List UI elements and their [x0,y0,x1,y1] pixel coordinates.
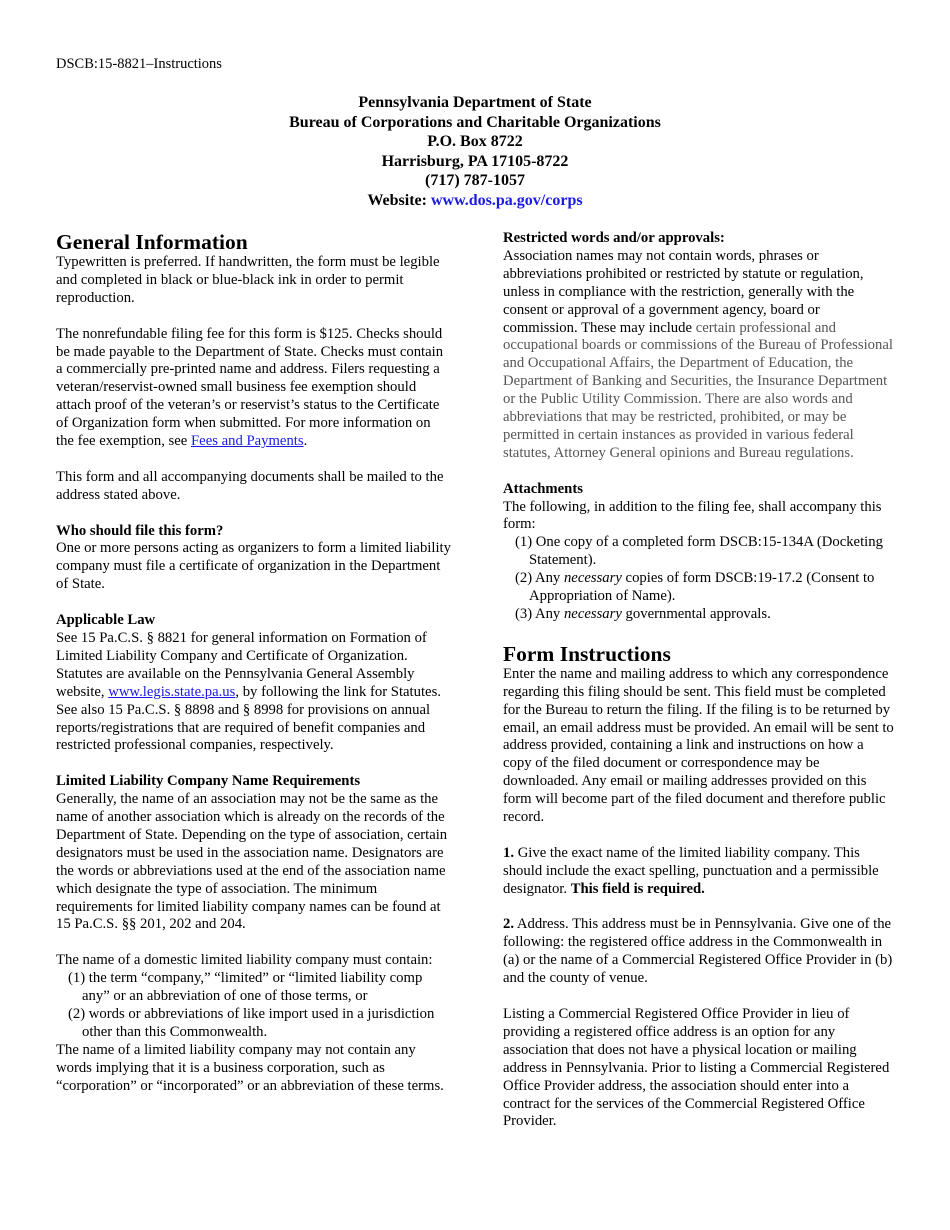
restricted-text-gray: certain professional and occupational boards or commissions of the Bureau of Professional and Occupational Affairs, the Department of Education, the Department of Banking and Securities, the Insurance Department or the Public Utility Commission. There are also words and abbreviations that may be restricted, prohibited, or may be permitted in certain instances as provided in various federal statutes, Attorney General opinions and Bureau regulations. [503,319,893,461]
general-paragraph-3: This form and all accompanying documents shall be mailed to the address stated above. [56,468,444,503]
instruction-2-number: 2. [503,916,515,933]
header-department: Pennsylvania Department of State [358,94,592,111]
general-information-heading: General Information [56,230,248,254]
form-id: DSCB:15-8821–Instructions [56,56,222,72]
attach3-pre: (3) Any [515,606,564,623]
instruction-1-number: 1. [503,844,515,861]
attachment-item-3 [503,606,895,624]
domestic-item-1: (1) the term “company,” “limited” or “limited liability comp any” or an abbreviation of one of those terms, or [68,970,423,1005]
instruction-1 [503,845,895,899]
header-bureau: Bureau of Corporations and Charitable Organizations [289,113,661,131]
instruction-1-text: Give the exact name of the limited liability company. This should include the exact spelling, punctuation and a permissible designator. [503,844,879,897]
header-po-box: P.O. Box 8722 [427,133,523,150]
applicable-law-text [56,630,451,755]
instruction-2 [503,916,895,988]
crop-paragraph: Listing a Commercial Registered Office Provider in lieu of providing a registered office address is an option for any association that does not have a physical location or mailing address in Pennsylvania. Prior to listing a Commercial Registered Office Provider address, the association should enter into a contract for the services of the Commercial Registered Office Provider. [503,1005,890,1130]
attach3-em: necessary [563,606,622,623]
legis-link[interactable]: www.legis.state.pa.us [108,683,236,700]
header-website [0,191,950,211]
instruction-1-required: This field is required. [570,880,705,897]
instruction-2-text: Address. This address must be in Pennsylvania. Give one of the following: the registered office address in the Commonwealth in (a) or the name of a Commercial Registered Office Provider in (b) and the county of venue. [503,916,893,987]
attachments-intro: The following, in addition to the filing fee, shall accompany this form: [503,498,882,533]
website-link[interactable]: www.dos.pa.gov/corps [430,191,583,209]
form-instructions-heading: Form Instructions [503,641,671,666]
domestic-intro: The name of a domestic limited liability company must contain: [56,952,433,969]
attachments-heading: Attachments [503,480,583,497]
domestic-end: The name of a limited liability company may not contain any words implying that it is a business corporation, such as “corporation” or “incorporated” or an abbreviation of these terms. [56,1041,444,1094]
fee-text-end: . [303,433,308,450]
general-paragraph-2 [56,326,451,451]
restricted-text-black: Association names may not contain words, phrases or abbreviations prohibited or restricted by statute or regulation, unless in compliance with the restriction, generally with the consent or approval of a government agency, board or commission. These may include [503,247,864,336]
law-text-2: , by following the link for Statutes. See also 15 Pa.C.S. § 8898 and § 8998 for provisions on annual reports/registrations that are required of benefit companies and restricted professional companies, respectively. [56,683,441,754]
header-phone: (717) 787-1057 [425,172,525,189]
general-paragraph-1: Typewritten is preferred. If handwritten, the form must be legible and completed in black or blue-black ink in order to permit reproduction. [56,254,440,306]
attach2-em: necessary [563,570,622,587]
website-label: Website: [367,191,431,209]
name-requirements-heading: Limited Liability Company Name Requirements [56,773,361,790]
form-instructions-text: Enter the name and mailing address to which any correspondence regarding this filing should be sent. This field must be completed for the Bureau to return the filing. If the filing is to be returned by email, an email address must be provided. An email will be sent to address provided, containing a link and instructions on how a copy of the filed document or correspondence may be downloaded. Any email or mailing addresses provided on this form will become part of the filed document and therefore public record. [503,665,894,826]
fee-text: The nonrefundable filing fee for this form is $125. Checks should be made payable to the Department of State. Checks must contain a commercially pre-printed name and address. Filers requesting a veteran/reservist-owned small business fee exemption should attach proof of the veteran’s or reservist’s status to the Certificate of Organization form when submitted. For more information on the fee exemption, see [56,325,444,450]
who-should-file-heading: Who should file this form? [56,522,224,539]
fees-and-payments-link[interactable]: Fees and Payments [191,433,304,450]
left-column [56,230,451,1096]
header-city: Harrisburg, PA 17105-8722 [381,152,569,170]
restricted-words-text [503,248,895,463]
attach3-post: governmental approvals. [621,606,771,623]
attachment-item-1: (1) One copy of a completed form DSCB:15-134A (Docketing Statement). [515,534,883,569]
page-header [0,93,950,210]
attachment-item-2 [503,570,895,606]
restricted-words-heading: Restricted words and/or approvals: [503,230,725,246]
name-requirements-text: Generally, the name of an association may not be the same as the name of another association which is already on the records of the Department of State. Depending on the type of association, certain designators must be used in the association name. Designators are the words or abbreviations used at the end of the association name which designate the type of association. The minimum requirements for limited liability company names can be found at 15 Pa.C.S. §§ 201, 202 and 204. [56,791,448,933]
who-should-file-text: One or more persons acting as organizers to form a limited liability company must file a certificate of organization in the Department of State. [56,540,451,593]
applicable-law-heading: Applicable Law [56,612,156,629]
attach2-post: copies of form DSCB:19-17.2 (Consent to Appropriation of Name). [529,570,875,605]
domestic-item-2: (2) words or abbreviations of like import used in a jurisdiction other than this Commonwealth. [68,1005,435,1040]
attach2-pre: (2) Any [515,570,564,587]
right-column [503,230,895,1149]
law-text-1: See 15 Pa.C.S. § 8821 for general information on Formation of Limited Liability Company and Certificate of Organization. Statutes are available on the Pennsylvania General Assembly website, [56,629,427,700]
